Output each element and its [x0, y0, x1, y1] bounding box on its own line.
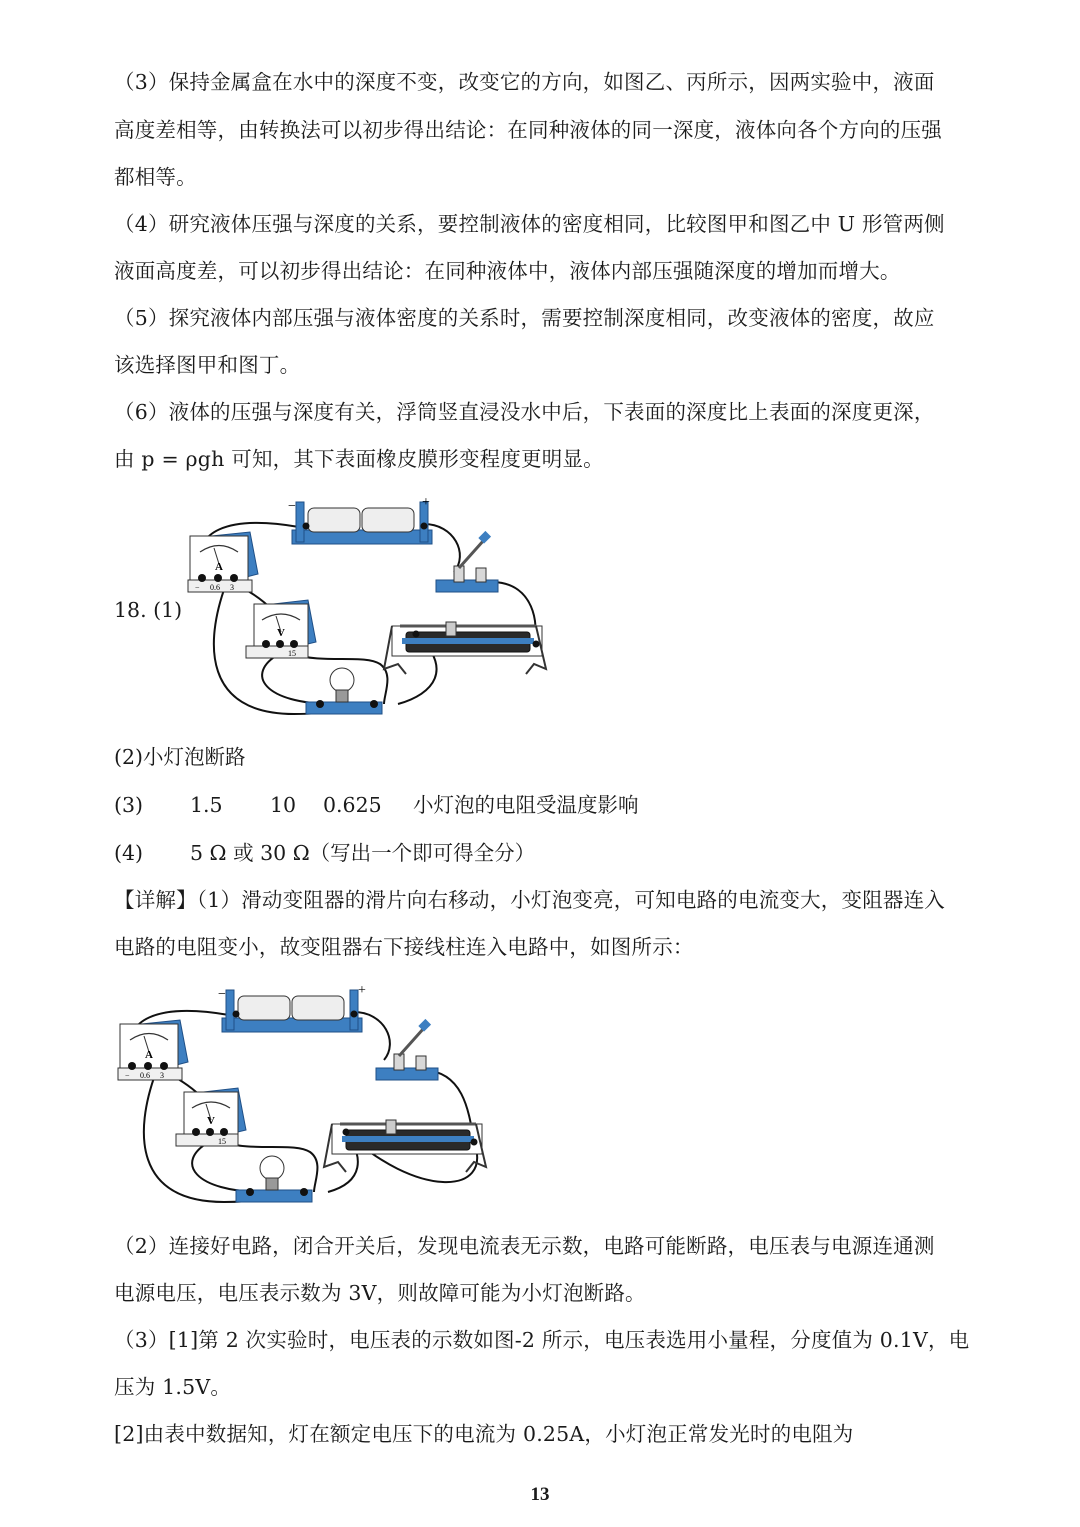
battery-plus-label: +	[422, 495, 430, 510]
ammeter-scale-3: 3	[230, 583, 234, 592]
ammeter-scale-0-6: 0.6	[210, 583, 220, 592]
paragraph-6-line-1: （6）液体的压强与深度有关，浮筒竖直浸没水中后，下表面的深度比上表面的深度更深，	[114, 400, 935, 424]
detail-line-4: 电源电压，电压表示数为 3V，则故障可能为小灯泡断路。	[114, 1281, 646, 1305]
ammeter-scale-0-6-2: 0.6	[140, 1071, 150, 1080]
rheostat-2	[324, 1120, 486, 1172]
switch-1	[436, 531, 498, 592]
paragraph-3-line-2: 高度差相等，由转换法可以初步得出结论：在同种液体的同一深度，液体向各个方向的压强	[114, 118, 942, 142]
ammeter-minus: −	[195, 583, 200, 592]
voltmeter-letter-2: V	[207, 1115, 215, 1127]
paragraph-4-line-1: （4）研究液体压强与深度的关系，要控制液体的密度相同，比较图甲和图乙中 U 形管两侧	[114, 212, 945, 236]
paragraph-3-line-1: （3）保持金属盒在水中的深度不变，改变它的方向，如图乙、丙所示，因两实验中，液面	[114, 70, 935, 94]
rheostat-1	[384, 622, 546, 674]
answer-3-text: 小灯泡的电阻受温度影响	[413, 793, 639, 817]
circuit-figure-2	[114, 982, 514, 1222]
ammeter-scale-3-2: 3	[160, 1071, 164, 1080]
voltmeter-scale-15-2: 15	[218, 1137, 226, 1146]
answer-2: (2)小灯泡断路	[114, 745, 246, 769]
paragraph-4-line-2: 液面高度差，可以初步得出结论：在同种液体中，液体内部压强随深度的增加而增大。	[114, 259, 901, 283]
detail-line-6: 压为 1.5V。	[114, 1375, 232, 1399]
voltmeter-scale-15: 15	[288, 649, 296, 658]
answer-3-value-2: 10	[270, 793, 297, 817]
detail-line-3: （2）连接好电路，闭合开关后，发现电流表无示数，电路可能断路，电压表与电源连通测	[114, 1234, 935, 1258]
page-number: 13	[530, 1484, 550, 1505]
detail-line-2: 电路的电阻变小，故变阻器右下接线柱连入电路中，如图所示：	[114, 935, 694, 959]
ammeter-2	[118, 1020, 188, 1080]
answer-3-number: (3)	[114, 793, 144, 817]
paragraph-6-line-2: 由 p = ρgh 可知，其下表面橡皮膜形变程度更明显。	[114, 447, 604, 471]
paragraph-5-line-1: （5）探究液体内部压强与液体密度的关系时，需要控制深度相同，改变液体的密度，故应	[114, 306, 935, 330]
detail-line-7: [2]由表中数据知，灯在额定电压下的电流为 0.25A，小灯泡正常发光时的电阻为	[114, 1422, 854, 1446]
light-bulb-1	[306, 668, 382, 714]
question-18-label: 18. (1)	[114, 598, 183, 622]
battery-box-1	[288, 495, 432, 544]
voltmeter-1	[246, 600, 316, 658]
battery-minus-label: −	[288, 499, 296, 514]
answer-3-value-1: 1.5	[190, 793, 223, 817]
answer-3-value-3: 0.625	[323, 793, 382, 817]
ammeter-letter: A	[215, 561, 223, 573]
answer-4-number: (4)	[114, 841, 144, 865]
answer-4-text: 5 Ω 或 30 Ω（写出一个即可得全分）	[190, 841, 536, 865]
ammeter-1	[188, 532, 258, 592]
battery-plus-label-2: +	[358, 983, 366, 998]
circuit-figure-1	[184, 494, 584, 734]
battery-box-2	[218, 983, 366, 1032]
paragraph-5-line-2: 该选择图甲和图丁。	[114, 353, 301, 377]
ammeter-letter-2: A	[145, 1049, 153, 1061]
voltmeter-letter: V	[277, 627, 285, 639]
detail-line-1: 【详解】（1）滑动变阻器的滑片向右移动，小灯泡变亮，可知电路的电流变大，变阻器连入	[114, 888, 945, 912]
light-bulb-2	[236, 1156, 312, 1202]
ammeter-minus-2: −	[125, 1071, 130, 1080]
voltmeter-2	[176, 1088, 246, 1146]
battery-minus-label-2: −	[218, 987, 226, 1002]
detail-line-5: （3）[1]第 2 次实验时，电压表的示数如图-2 所示，电压表选用小量程，分度值为 0.1V，电	[114, 1328, 970, 1352]
paragraph-3-line-3: 都相等。	[114, 165, 197, 189]
